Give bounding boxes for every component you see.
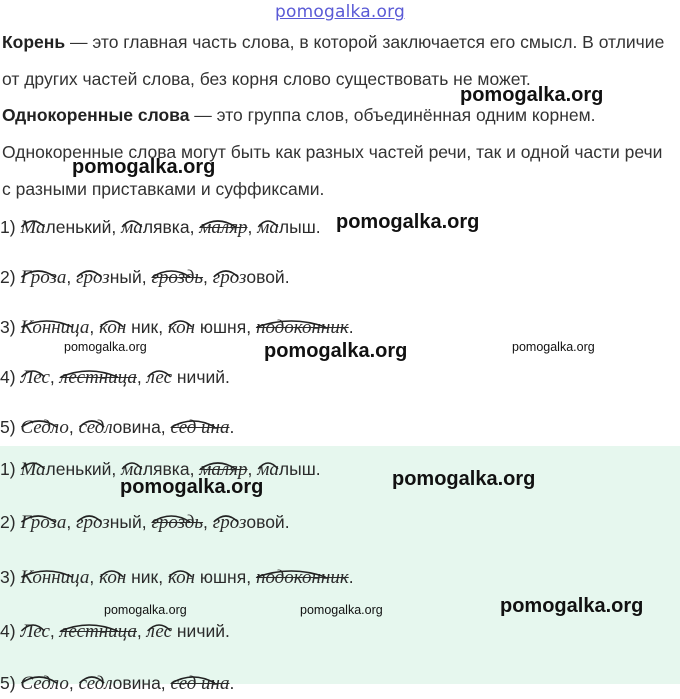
watermark: pomogalka.org <box>460 84 604 106</box>
excluded-word: маляр <box>199 459 248 480</box>
row-number: 4) <box>0 367 21 387</box>
word-part: овина, <box>112 673 171 693</box>
watermark: pomogalka.org <box>500 595 644 617</box>
word-part: , <box>68 417 79 437</box>
word-part: . <box>348 567 354 587</box>
excluded-word: сед ина <box>170 417 230 438</box>
word-part: лявка, <box>142 459 200 479</box>
excluded-word: гроздь <box>151 512 204 533</box>
root-word: седл <box>78 673 113 694</box>
root-word: кон <box>99 317 127 338</box>
watermark: pomogalka.org <box>392 468 536 490</box>
row-number: 1) <box>0 459 21 479</box>
word-part: ник, <box>126 567 168 587</box>
word-part: , <box>49 621 60 641</box>
word-part: , <box>247 459 258 479</box>
word-part: , <box>136 367 147 387</box>
word-part: . <box>348 317 354 337</box>
word-row <box>0 212 321 242</box>
word-row <box>0 562 354 592</box>
word-part: , <box>66 512 77 532</box>
excluded-word: гроздь <box>151 267 204 288</box>
root-word: Ма <box>20 217 46 238</box>
root-definition-text: — это главная часть слова, в которой заключается его смысл. В отличие от других частей слова, без корня слово существовать не может. <box>2 32 665 89</box>
root-word: гроз <box>76 267 110 288</box>
word-part: юшня, <box>195 567 256 587</box>
watermark: pomogalka.org <box>264 340 408 362</box>
word-part: , <box>68 673 79 693</box>
root-word: кон <box>167 317 196 338</box>
watermark: pomogalka.org <box>120 476 264 498</box>
root-word: кон <box>167 567 196 588</box>
root-word: лес <box>146 367 173 388</box>
word-part: лыш. <box>278 217 321 237</box>
root-word: Седло <box>20 673 69 694</box>
root-word: ма <box>257 217 279 238</box>
row-number: 2) <box>0 512 21 532</box>
root-word: Конница <box>20 567 90 588</box>
word-part: лявка, <box>142 217 200 237</box>
word-part: овой. <box>246 267 290 287</box>
excluded-word: подоконник <box>255 567 349 588</box>
word-part: овина, <box>112 417 171 437</box>
word-part: , <box>49 367 60 387</box>
excluded-word: сед ина <box>170 673 230 694</box>
root-word: Лес <box>20 621 50 642</box>
root-word: ма <box>121 459 143 480</box>
word-part: ничий. <box>172 621 230 641</box>
word-part: , <box>89 317 100 337</box>
root-word: Гроза <box>20 267 67 288</box>
word-part: , <box>66 267 77 287</box>
cognates-definition-text: — это группа слов, объединённая одним корнем. <box>189 105 596 125</box>
watermark: pomogalka.org <box>336 211 480 233</box>
cognates-explanation: Однокоренные слова могут быть как разных частей речи, так и одной части речи с разными приставками и суффиксами. <box>2 142 663 199</box>
root-word: гроз <box>212 267 247 288</box>
word-row <box>0 362 230 392</box>
row-number: 3) <box>0 567 21 587</box>
word-row <box>0 507 290 537</box>
row-number: 5) <box>0 417 21 437</box>
root-word: Ма <box>20 459 46 480</box>
word-part: ный, <box>109 267 152 287</box>
root-word: Лес <box>20 367 50 388</box>
watermark: pomogalka.org <box>300 603 383 617</box>
row-number: 5) <box>0 673 21 693</box>
watermark: pomogalka.org <box>72 156 216 178</box>
root-word: ма <box>257 459 279 480</box>
word-row <box>0 412 234 442</box>
row-number: 3) <box>0 317 21 337</box>
word-row <box>0 668 234 698</box>
word-part: овой. <box>246 512 290 532</box>
watermark: pomogalka.org <box>104 603 187 617</box>
watermark: pomogalka.org <box>64 340 147 354</box>
row-number: 4) <box>0 621 21 641</box>
excluded-word: лестница <box>59 367 137 388</box>
root-word: Конница <box>20 317 90 338</box>
excluded-word: подоконник <box>255 317 349 338</box>
root-word: ма <box>121 217 143 238</box>
root-word: кон <box>99 567 127 588</box>
word-part: , <box>203 267 213 287</box>
word-part: . <box>229 673 235 693</box>
root-word: Седло <box>20 417 69 438</box>
word-part: , <box>136 621 147 641</box>
excluded-word: маляр <box>199 217 248 238</box>
word-part: ленький, <box>45 217 122 237</box>
word-part: ник, <box>126 317 168 337</box>
excluded-word: лестница <box>59 621 137 642</box>
word-part: , <box>247 217 258 237</box>
word-part: ленький, <box>45 459 122 479</box>
word-part: ничий. <box>172 367 230 387</box>
root-word: лес <box>146 621 173 642</box>
word-part: ный, <box>109 512 152 532</box>
word-row <box>0 616 230 646</box>
word-row <box>0 312 354 342</box>
root-word: гроз <box>76 512 110 533</box>
word-part: лыш. <box>278 459 321 479</box>
row-number: 1) <box>0 217 21 237</box>
word-row <box>0 262 290 292</box>
word-part: юшня, <box>195 317 256 337</box>
term-cognates: Однокоренные слова <box>2 105 190 125</box>
term-root: Корень <box>2 32 66 52</box>
watermark: pomogalka.org <box>512 340 595 354</box>
header-watermark-link[interactable]: pomogalka.org <box>275 2 405 22</box>
root-word: седл <box>78 417 113 438</box>
word-part: . <box>229 417 235 437</box>
word-part: , <box>203 512 213 532</box>
root-word: Гроза <box>20 512 67 533</box>
row-number: 2) <box>0 267 21 287</box>
root-word: гроз <box>212 512 247 533</box>
word-part: , <box>89 567 100 587</box>
